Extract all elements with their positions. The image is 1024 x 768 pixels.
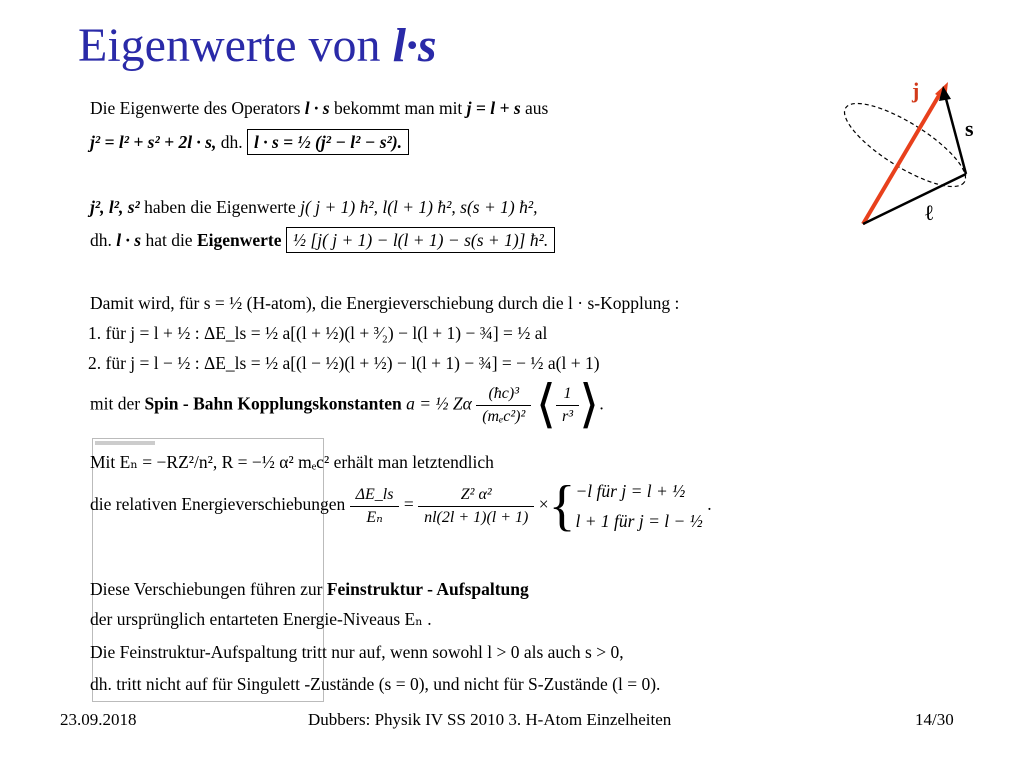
expectation-fraction (556, 383, 579, 428)
page-title (78, 18, 437, 73)
denominator: r³ (561, 408, 574, 425)
equation: l · s = ½ (j² − l² − s²). (254, 132, 403, 152)
text: Die Eigenwerte des Operators (90, 98, 301, 118)
denominator: Eₙ (366, 508, 383, 526)
case-1: −l für j = l + ½ (575, 481, 686, 501)
line-14: dh. tritt nicht auf für Singulett -Zustände (s = 0), und nicht für S-Zustände (l = 0). (90, 674, 661, 694)
denominator: (mₑc²)² (482, 408, 526, 425)
boxed-equation (247, 129, 409, 155)
left-brace: { (548, 475, 576, 537)
numerator: 1 (556, 383, 579, 406)
numerator: ΔE_ls (350, 484, 400, 507)
footer-title: Dubbers: Physik IV SS 2010 3. H-Atom Einzelheiten (308, 710, 672, 729)
equation: a = ½ Zα (406, 393, 472, 414)
operators: j², l², s² (90, 197, 140, 217)
line-8: mit der Spin - Bahn Kopplungskonstanten a = ½ Zα $\frac{\text{(ħc)³}}{\text{(mₑc²)²}}$ ⟨ $\frac{1}{\text{r³}}$ ⟩. (90, 376, 604, 434)
text: bekommt man mit (333, 98, 463, 118)
line-9: Mit Eₙ = −RZ²/n², R = −½ α² mₑc² erhält man letztendlich (90, 452, 494, 472)
bold-text: Spin - Bahn Kopplungskonstanten (144, 393, 402, 414)
fraction (476, 383, 531, 428)
case-2: l + 1 für j = l − ½ (575, 511, 703, 531)
cases (576, 476, 703, 536)
line-2 (90, 131, 409, 153)
angle-right: ⟩ (579, 376, 600, 434)
s-label: s (965, 116, 974, 141)
numerator: Z² α² (418, 484, 534, 507)
line-1 (90, 97, 548, 119)
eigenvalues: j( j + 1) ħ², l(l + 1) ħ², s(s + 1) ħ², (300, 197, 538, 217)
placeholder-strip (95, 441, 155, 445)
precession-ellipse (834, 89, 976, 201)
line-4 (90, 229, 555, 251)
footer-page-number: 14/30 (915, 710, 954, 729)
angle-left: ⟨ (535, 376, 556, 434)
s-vector (945, 95, 966, 174)
text: Diese Verschiebungen führen zur (90, 579, 323, 599)
text: dh. (90, 230, 112, 250)
line-10: die relativen Energieverschiebungen $\frac{\Delta E\_ls}{\text{Eₙ}}$ = $\frac{\text{Z² α²}}{nl(2l + 1)(l + 1)}$ ×{ −l für j = l + ½ l + 1 für j = l − ½ . (90, 475, 712, 537)
bold-text: Eigenwerte (196, 230, 282, 250)
bold-text: Feinstruktur - Aufspaltung (326, 579, 529, 599)
line-7: 2. für j = l − ½ : ΔE_ls = ½ a[(l − ½)(l + ½) − l(l + 1) − ¾] = − ½ a(l + 1) (88, 353, 600, 373)
line-3 (90, 196, 537, 218)
numerator: (ħc)³ (476, 383, 531, 406)
operator: l · s (304, 98, 330, 118)
equation: j = l + s (466, 98, 521, 118)
text: die relativen Energieverschiebungen (90, 494, 346, 515)
text: hat die (145, 230, 193, 250)
boxed-equation (286, 227, 555, 253)
footer-date: 23.09.2018 (60, 710, 137, 729)
vector-diagram (830, 70, 1020, 240)
title-prefix: Eigenwerte von (78, 19, 393, 72)
text: aus (525, 98, 549, 118)
title-operator: l·s (392, 19, 437, 72)
denominator: nl(2l + 1)(l + 1) (424, 508, 529, 526)
line-5: Damit wird, für s = ½ (H-atom), die Energieverschiebung durch die l · s-Kopplung : (90, 293, 680, 313)
rhs-fraction (418, 484, 534, 529)
line-6: 1. für j = l + ½ : ΔE_ls = ½ a[(l + ½)(l + ³⁄₂) − l(l + 1) − ¾] = ½ al (88, 323, 548, 343)
text: dh. (220, 132, 243, 152)
operator: l · s (116, 230, 142, 250)
l-label: ℓ (925, 200, 934, 225)
line-12: der ursprünglich entarteten Energie-Niveaus Eₙ . (90, 609, 432, 629)
equation: ½ [j( j + 1) − l(l + 1) − s(s + 1)] ħ². (292, 230, 549, 250)
line-13: Die Feinstruktur-Aufspaltung tritt nur auf, wenn sowohl l > 0 als auch s > 0, (90, 642, 624, 662)
text: haben die Eigenwerte (144, 197, 296, 217)
text: mit der (90, 393, 141, 414)
j-label: j (912, 78, 920, 103)
equation: j² = l² + s² + 2l · s, (90, 132, 217, 152)
line-11 (90, 578, 529, 600)
lhs-fraction (350, 484, 400, 529)
